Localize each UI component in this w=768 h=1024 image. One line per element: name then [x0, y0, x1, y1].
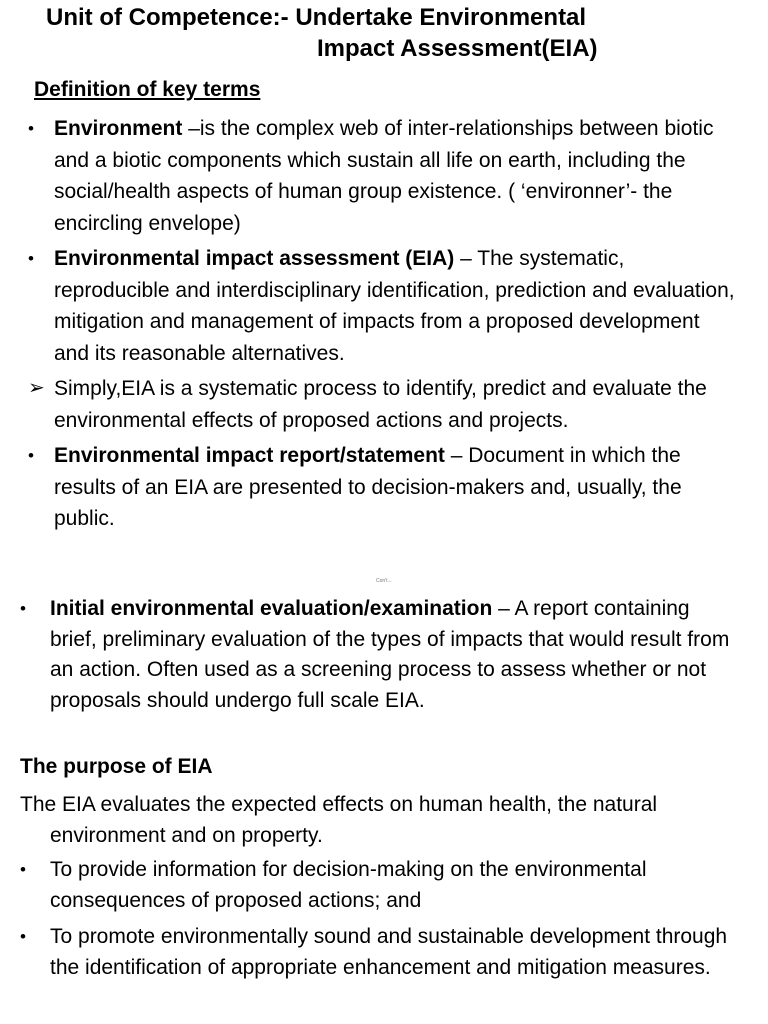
- definition-body: –is the complex web of inter-relationships between biotic and a biotic components which sustain all life on earth, including the social/health aspects of human group existence. ( ‘environner’- the encircling envelope): [54, 117, 714, 235]
- purpose-point: [20, 855, 732, 916]
- bullet-marker: •: [20, 860, 26, 879]
- title-line-2: Impact Assessment(EIA): [317, 35, 598, 62]
- title-line-1: Unit of Competence:- Undertake Environmental: [46, 4, 587, 31]
- definition-term: Environmental impact assessment (EIA): [54, 247, 455, 270]
- purpose-intro: [20, 789, 750, 851]
- definition-text: [50, 594, 732, 716]
- bullet-marker: •: [28, 249, 34, 268]
- purpose-point-text: To provide information for decision-making on the environmental consequences of proposed actions; and: [50, 858, 647, 912]
- definition-item-initial-evaluation: [20, 594, 732, 716]
- definition-text: [54, 243, 740, 369]
- definition-text: [54, 373, 740, 436]
- bullet-marker: •: [20, 599, 26, 618]
- purpose-intro-text: The EIA evaluates the expected effects on human health, the natural environment and on property.: [20, 793, 658, 847]
- bullet-marker: •: [28, 446, 34, 465]
- definition-item-report: [28, 440, 740, 535]
- bullet-marker: •: [28, 119, 34, 138]
- definition-item-simply: [28, 373, 740, 436]
- definition-term: Initial environmental evaluation/examination: [50, 597, 493, 620]
- definition-item-eia: [28, 243, 740, 369]
- purpose-point: [20, 922, 732, 983]
- definition-term: Environmental impact report/statement: [54, 444, 445, 467]
- purpose-point-text: To promote environmentally sound and sustainable development through the identification of appropriate enhancement and mitigation measures.: [50, 925, 728, 979]
- continuation-note: Con't...: [376, 578, 392, 584]
- bullet-marker: •: [20, 927, 26, 946]
- definition-body: – The systematic, reproducible and interdisciplinary identification, prediction and evaluation, mitigation and management of impacts from a proposed development and its reasonable alternatives.: [54, 247, 735, 365]
- definition-body: – A report containing brief, preliminary evaluation of the types of impacts that would result from an action. Often used as a screening process to assess whether or not proposals should undergo full scale EIA.: [50, 597, 730, 712]
- definition-term: Environment: [54, 117, 183, 140]
- document-title: [46, 2, 598, 64]
- second-definitions-list: [20, 594, 732, 716]
- definition-body: – Document in which the results of an EIA are presented to decision-makers and, usually, the public.: [54, 444, 682, 530]
- definition-text: [54, 113, 740, 239]
- arrow-bullet-marker: ➢: [28, 377, 45, 399]
- purpose-points-list: [20, 855, 732, 983]
- definition-text: [54, 440, 740, 535]
- definitions-list: [28, 113, 740, 535]
- definition-item-environment: [28, 113, 740, 239]
- definitions-heading: Definition of key terms: [34, 78, 261, 101]
- definition-body: Simply,EIA is a systematic process to identify, predict and evaluate the environmental effects of proposed actions and projects.: [54, 377, 707, 432]
- purpose-heading: The purpose of EIA: [20, 755, 213, 778]
